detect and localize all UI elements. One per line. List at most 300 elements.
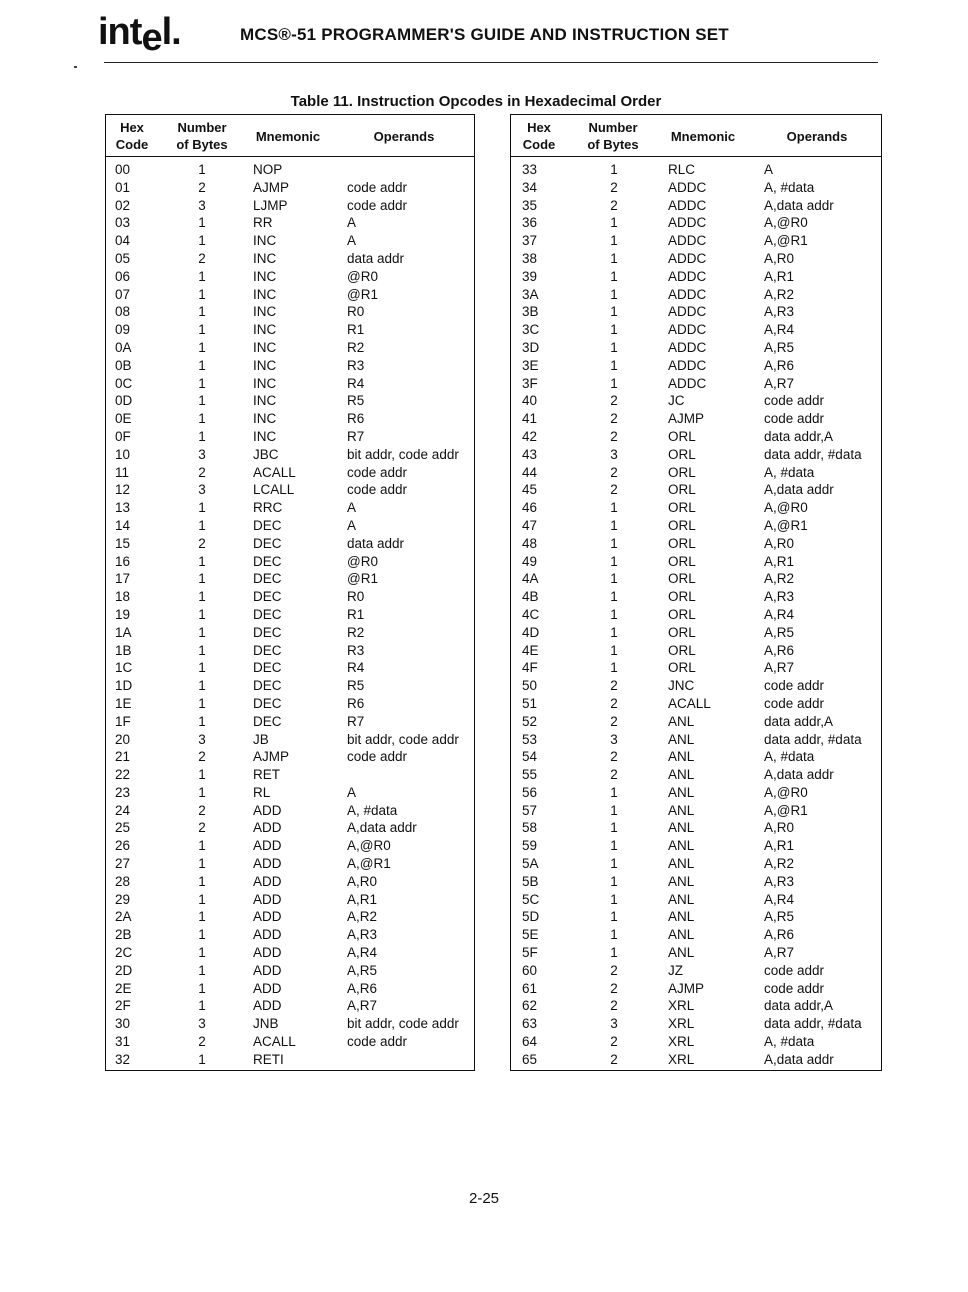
byte-count-cell: 1 [198, 411, 206, 427]
table-row [106, 819, 474, 837]
mnemonic-cell: ANL [668, 856, 695, 872]
hex-code-cell: 49 [522, 553, 538, 569]
table-row [106, 695, 474, 713]
page-number: 2-25 [468, 1190, 500, 1207]
mnemonic-cell: DEC [253, 517, 282, 533]
hex-code-cell: 39 [522, 268, 538, 284]
operands-cell: code addr [347, 464, 408, 480]
logo-text-int: int [98, 11, 142, 53]
hex-code-cell: 4A [522, 571, 539, 587]
table-row [106, 232, 474, 250]
mnemonic-cell: DEC [253, 713, 282, 729]
table-row [511, 713, 881, 731]
operands-cell: A, #data [347, 802, 398, 818]
hex-code-cell: 01 [115, 179, 131, 195]
header-number-of-bytes [581, 119, 645, 153]
mnemonic-cell: INC [253, 375, 277, 391]
table-row [511, 410, 881, 428]
table-row [106, 535, 474, 553]
table-row [106, 464, 474, 482]
hex-code-cell: 30 [115, 1016, 131, 1032]
table-row [511, 588, 881, 606]
operands-cell: A,R0 [764, 820, 795, 836]
mnemonic-cell: ADD [253, 838, 282, 854]
operands-cell: R5 [347, 678, 365, 694]
table-row [106, 428, 474, 446]
hex-code-cell: 5D [522, 909, 540, 925]
byte-count-cell: 2 [610, 393, 618, 409]
table-row [106, 197, 474, 215]
operands-cell: A,R1 [347, 891, 378, 907]
operands-cell: A,data addr [764, 767, 834, 783]
mnemonic-cell: ADDC [668, 339, 707, 355]
table-row [106, 891, 474, 909]
operands-cell: R6 [347, 695, 365, 711]
byte-count-cell: 1 [198, 268, 206, 284]
byte-count-cell: 1 [610, 802, 618, 818]
table-row [511, 1015, 881, 1033]
mnemonic-cell: ADD [253, 927, 282, 943]
mnemonic-cell: DEC [253, 589, 282, 605]
operands-cell: code addr [764, 678, 825, 694]
hex-code-cell: 25 [115, 820, 131, 836]
mnemonic-cell: ADD [253, 945, 282, 961]
mnemonic-cell: INC [253, 233, 277, 249]
byte-count-cell: 1 [198, 962, 206, 978]
operands-cell: A,@R0 [764, 784, 808, 800]
operands-cell: R4 [347, 375, 365, 391]
operands-cell: A,R2 [764, 571, 795, 587]
byte-count-cell: 1 [610, 838, 618, 854]
table-row [106, 161, 474, 179]
operands-cell: A,R6 [347, 980, 378, 996]
mnemonic-cell: DEC [253, 606, 282, 622]
byte-count-cell: 1 [198, 998, 206, 1014]
operands-cell: R2 [347, 624, 365, 640]
table-row [106, 642, 474, 660]
table-row [106, 802, 474, 820]
mnemonic-cell: INC [253, 322, 277, 338]
table-row [511, 268, 881, 286]
operands-cell: A,data addr [764, 197, 834, 213]
table-row [511, 375, 881, 393]
table-row [511, 819, 881, 837]
byte-count-cell: 1 [610, 660, 618, 676]
operands-cell: A,R4 [764, 891, 795, 907]
hex-code-cell: 37 [522, 233, 538, 249]
operands-cell: data addr [347, 535, 405, 551]
hex-code-cell: 60 [522, 962, 538, 978]
byte-count-cell: 1 [198, 339, 206, 355]
byte-count-cell: 1 [610, 339, 618, 355]
mnemonic-cell: ORL [668, 517, 696, 533]
hex-code-cell: 31 [115, 1034, 131, 1050]
hex-code-cell: 10 [115, 446, 131, 462]
table-body-right [511, 161, 881, 1069]
byte-count-cell: 1 [610, 589, 618, 605]
table-row [106, 303, 474, 321]
operands-cell: A,R4 [764, 606, 795, 622]
byte-count-cell: 1 [198, 784, 206, 800]
byte-count-cell: 1 [198, 571, 206, 587]
table-row [106, 624, 474, 642]
hex-code-cell: 21 [115, 749, 131, 765]
mnemonic-cell: INC [253, 268, 277, 284]
hex-code-cell: 45 [522, 482, 538, 498]
header-hex-code [519, 119, 559, 153]
mnemonic-cell: INC [253, 411, 277, 427]
hex-code-cell: 4D [522, 624, 540, 640]
operands-cell: @R1 [347, 571, 378, 587]
operands-cell: data addr,A [764, 428, 834, 444]
byte-count-cell: 3 [610, 731, 618, 747]
hex-code-cell: 18 [115, 589, 131, 605]
table-row [106, 499, 474, 517]
table-row [511, 428, 881, 446]
table-row [106, 1051, 474, 1069]
table-row [106, 179, 474, 197]
table-row [511, 499, 881, 517]
byte-count-cell: 2 [610, 411, 618, 427]
byte-count-cell: 1 [610, 286, 618, 302]
byte-count-cell: 1 [610, 927, 618, 943]
header-bytes-line1: Number [177, 120, 227, 135]
byte-count-cell: 2 [610, 482, 618, 498]
byte-count-cell: 2 [610, 713, 618, 729]
byte-count-cell: 1 [610, 215, 618, 231]
table-row [511, 855, 881, 873]
byte-count-cell: 1 [610, 945, 618, 961]
mnemonic-cell: ANL [668, 945, 695, 961]
mnemonic-cell: RETI [253, 1051, 284, 1067]
table-row [106, 517, 474, 535]
mnemonic-cell: ANL [668, 838, 695, 854]
table-row [106, 837, 474, 855]
operands-cell: code addr [347, 1034, 408, 1050]
mnemonic-cell: JBC [253, 446, 279, 462]
byte-count-cell: 1 [610, 606, 618, 622]
byte-count-cell: 2 [198, 535, 206, 551]
operands-cell: R7 [347, 428, 365, 444]
hex-code-cell: 44 [522, 464, 538, 480]
table-row [511, 980, 881, 998]
hex-code-cell: 1A [115, 624, 132, 640]
operands-cell: code addr [347, 197, 408, 213]
hex-code-cell: 42 [522, 428, 538, 444]
hex-code-cell: 03 [115, 215, 131, 231]
table-row [106, 321, 474, 339]
table-row [511, 659, 881, 677]
hex-code-cell: 3E [522, 357, 539, 373]
operands-cell: code addr [764, 393, 825, 409]
byte-count-cell: 2 [610, 980, 618, 996]
mnemonic-cell: ACALL [253, 1034, 296, 1050]
hex-code-cell: 06 [115, 268, 131, 284]
hex-code-cell: 40 [522, 393, 538, 409]
byte-count-cell: 2 [610, 428, 618, 444]
mnemonic-cell: ACALL [253, 464, 296, 480]
mnemonic-cell: JZ [668, 962, 683, 978]
byte-count-cell: 3 [610, 446, 618, 462]
mnemonic-cell: ADD [253, 802, 282, 818]
operands-cell: A,R3 [764, 873, 795, 889]
byte-count-cell: 1 [198, 945, 206, 961]
hex-code-cell: 02 [115, 197, 131, 213]
table-row [106, 980, 474, 998]
hex-code-cell: 5F [522, 945, 538, 961]
table-header [106, 115, 474, 157]
hex-code-cell: 15 [115, 535, 131, 551]
table-caption-text: Table 11. Instruction Opcodes in Hexadecimal Order [290, 93, 662, 110]
mnemonic-cell: ADDC [668, 233, 707, 249]
hex-code-cell: 1B [115, 642, 132, 658]
mnemonic-cell: JNB [253, 1016, 279, 1032]
operands-cell: A, #data [764, 464, 815, 480]
operands-cell: A,data addr [764, 1051, 834, 1067]
hex-code-cell: 5E [522, 927, 539, 943]
byte-count-cell: 1 [198, 660, 206, 676]
hex-code-cell: 3B [522, 304, 539, 320]
table-row [106, 214, 474, 232]
hex-code-cell: 57 [522, 802, 538, 818]
document-title: MCS®-51 PROGRAMMER'S GUIDE AND INSTRUCTION SET [240, 25, 729, 44]
operands-cell: A,data addr [764, 482, 834, 498]
hex-code-cell: 2F [115, 998, 131, 1014]
table-row [106, 357, 474, 375]
mnemonic-cell: ORL [668, 535, 696, 551]
hex-code-cell: 36 [522, 215, 538, 231]
operands-cell: data addr [347, 250, 405, 266]
mnemonic-cell: ANL [668, 713, 695, 729]
mnemonic-cell: ANL [668, 784, 695, 800]
operands-cell: A [347, 500, 357, 516]
byte-count-cell: 3 [198, 197, 206, 213]
byte-count-cell: 1 [198, 713, 206, 729]
operands-cell: code addr [764, 962, 825, 978]
hex-code-cell: 0C [115, 375, 133, 391]
byte-count-cell: 1 [610, 304, 618, 320]
mnemonic-cell: JB [253, 731, 269, 747]
mnemonic-cell: DEC [253, 660, 282, 676]
operands-cell: A,R4 [764, 322, 795, 338]
operands-cell: data addr, #data [764, 446, 862, 462]
operands-cell: A,R4 [347, 945, 378, 961]
operands-cell: A,@R1 [764, 517, 808, 533]
mnemonic-cell: RR [253, 215, 273, 231]
operands-cell: A,R5 [764, 909, 795, 925]
byte-count-cell: 2 [610, 678, 618, 694]
byte-count-cell: 1 [198, 393, 206, 409]
hex-code-cell: 07 [115, 286, 131, 302]
operands-cell: R4 [347, 660, 365, 676]
mnemonic-cell: ADD [253, 856, 282, 872]
hex-code-cell: 47 [522, 517, 538, 533]
mnemonic-cell: ORL [668, 446, 696, 462]
table-row [106, 944, 474, 962]
table-row [511, 517, 881, 535]
scan-speck [74, 66, 77, 68]
mnemonic-cell: ORL [668, 642, 696, 658]
header-mnemonic: Mnemonic [670, 129, 736, 144]
operands-cell: A,@R0 [347, 838, 391, 854]
header-rule [104, 62, 878, 63]
table-caption [0, 93, 968, 110]
table-row [511, 873, 881, 891]
hex-code-cell: 61 [522, 980, 538, 996]
operands-cell: A [347, 517, 357, 533]
table-row [511, 535, 881, 553]
mnemonic-cell: ADDC [668, 304, 707, 320]
byte-count-cell: 3 [198, 482, 206, 498]
byte-count-cell: 1 [198, 553, 206, 569]
operands-cell: data addr,A [764, 713, 834, 729]
mnemonic-cell: XRL [668, 998, 695, 1014]
byte-count-cell: 1 [198, 322, 206, 338]
byte-count-cell: 1 [610, 322, 618, 338]
byte-count-cell: 1 [198, 428, 206, 444]
byte-count-cell: 2 [198, 250, 206, 266]
table-row [511, 908, 881, 926]
operands-cell: bit addr, code addr [347, 1016, 459, 1032]
byte-count-cell: 2 [610, 749, 618, 765]
hex-code-cell: 3A [522, 286, 539, 302]
table-row [106, 784, 474, 802]
header-hex-line1: Hex [527, 120, 551, 135]
table-row [106, 570, 474, 588]
operands-cell: A [347, 784, 357, 800]
table-row [511, 606, 881, 624]
mnemonic-cell: ADDC [668, 179, 707, 195]
hex-code-cell: 29 [115, 891, 131, 907]
mnemonic-cell: ANL [668, 927, 695, 943]
byte-count-cell: 1 [610, 873, 618, 889]
hex-code-cell: 46 [522, 500, 538, 516]
mnemonic-cell: XRL [668, 1016, 695, 1032]
hex-code-cell: 22 [115, 767, 131, 783]
operands-cell: @R0 [347, 268, 378, 284]
table-row [106, 766, 474, 784]
mnemonic-cell: ANL [668, 891, 695, 907]
byte-count-cell: 1 [198, 767, 206, 783]
byte-count-cell: 1 [198, 286, 206, 302]
table-row [511, 286, 881, 304]
hex-code-cell: 00 [115, 162, 131, 177]
mnemonic-cell: JNC [668, 678, 695, 694]
byte-count-cell: 1 [610, 553, 618, 569]
mnemonic-cell: ADD [253, 820, 282, 836]
mnemonic-cell: RET [253, 767, 280, 783]
operands-cell: data addr,A [764, 998, 834, 1014]
operands-cell: A,R7 [347, 998, 378, 1014]
operands-cell: A, #data [764, 179, 815, 195]
byte-count-cell: 1 [198, 606, 206, 622]
hex-code-cell: 09 [115, 322, 131, 338]
hex-code-cell: 48 [522, 535, 538, 551]
hex-code-cell: 0B [115, 357, 132, 373]
hex-code-cell: 13 [115, 500, 131, 516]
hex-code-cell: 52 [522, 713, 538, 729]
table-row [511, 624, 881, 642]
operands-cell: A,R6 [764, 357, 795, 373]
mnemonic-cell: ANL [668, 802, 695, 818]
byte-count-cell: 1 [610, 891, 618, 907]
byte-count-cell: 1 [198, 500, 206, 516]
operands-cell: R3 [347, 357, 365, 373]
hex-code-cell: 2C [115, 945, 133, 961]
mnemonic-cell: ORL [668, 500, 696, 516]
hex-code-cell: 14 [115, 517, 131, 533]
table-row [511, 1051, 881, 1069]
byte-count-cell: 1 [610, 784, 618, 800]
mnemonic-cell: ADD [253, 962, 282, 978]
byte-count-cell: 1 [610, 535, 618, 551]
logo-text-l: l [161, 11, 172, 53]
operands-cell: A,R2 [764, 856, 795, 872]
hex-code-cell: 2D [115, 962, 133, 978]
byte-count-cell: 1 [610, 624, 618, 640]
header-hex-line2: Code [115, 137, 149, 152]
mnemonic-cell: INC [253, 357, 277, 373]
operands-cell: A,R0 [764, 250, 795, 266]
hex-code-cell: 1D [115, 678, 133, 694]
operands-cell: A,R7 [764, 375, 795, 391]
byte-count-cell: 1 [610, 268, 618, 284]
table-row [511, 339, 881, 357]
byte-count-cell: 1 [198, 162, 206, 177]
table-row [511, 802, 881, 820]
table-row [106, 997, 474, 1015]
operands-cell: R2 [347, 339, 365, 355]
byte-count-cell: 3 [198, 446, 206, 462]
table-row [511, 944, 881, 962]
table-row [511, 570, 881, 588]
byte-count-cell: 1 [610, 517, 618, 533]
operands-cell: A,R1 [764, 553, 795, 569]
table-row [106, 731, 474, 749]
hex-code-cell: 54 [522, 749, 538, 765]
mnemonic-cell: ANL [668, 749, 695, 765]
mnemonic-cell: ANL [668, 820, 695, 836]
hex-code-cell: 24 [115, 802, 131, 818]
byte-count-cell: 2 [610, 962, 618, 978]
operands-cell: A,R3 [764, 304, 795, 320]
hex-code-cell: 4E [522, 642, 539, 658]
mnemonic-cell: AJMP [668, 980, 705, 996]
mnemonic-cell: ORL [668, 464, 696, 480]
hex-code-cell: 5C [522, 891, 540, 907]
table-row [106, 1015, 474, 1033]
intel-logo [98, 10, 181, 59]
mnemonic-cell: JC [668, 393, 685, 409]
mnemonic-cell: ORL [668, 589, 696, 605]
table-row [511, 997, 881, 1015]
header-hex-code [112, 119, 152, 153]
hex-code-cell: 2A [115, 909, 132, 925]
hex-code-cell: 64 [522, 1034, 538, 1050]
table-row [106, 855, 474, 873]
byte-count-cell: 1 [198, 375, 206, 391]
operands-cell: A,@R0 [764, 500, 808, 516]
hex-code-cell: 0A [115, 339, 132, 355]
mnemonic-cell: INC [253, 393, 277, 409]
table-row [511, 748, 881, 766]
byte-count-cell: 2 [198, 179, 206, 195]
table-row [106, 908, 474, 926]
hex-code-cell: 62 [522, 998, 538, 1014]
hex-code-cell: 26 [115, 838, 131, 854]
mnemonic-cell: ANL [668, 873, 695, 889]
operands-cell: code addr [347, 179, 408, 195]
